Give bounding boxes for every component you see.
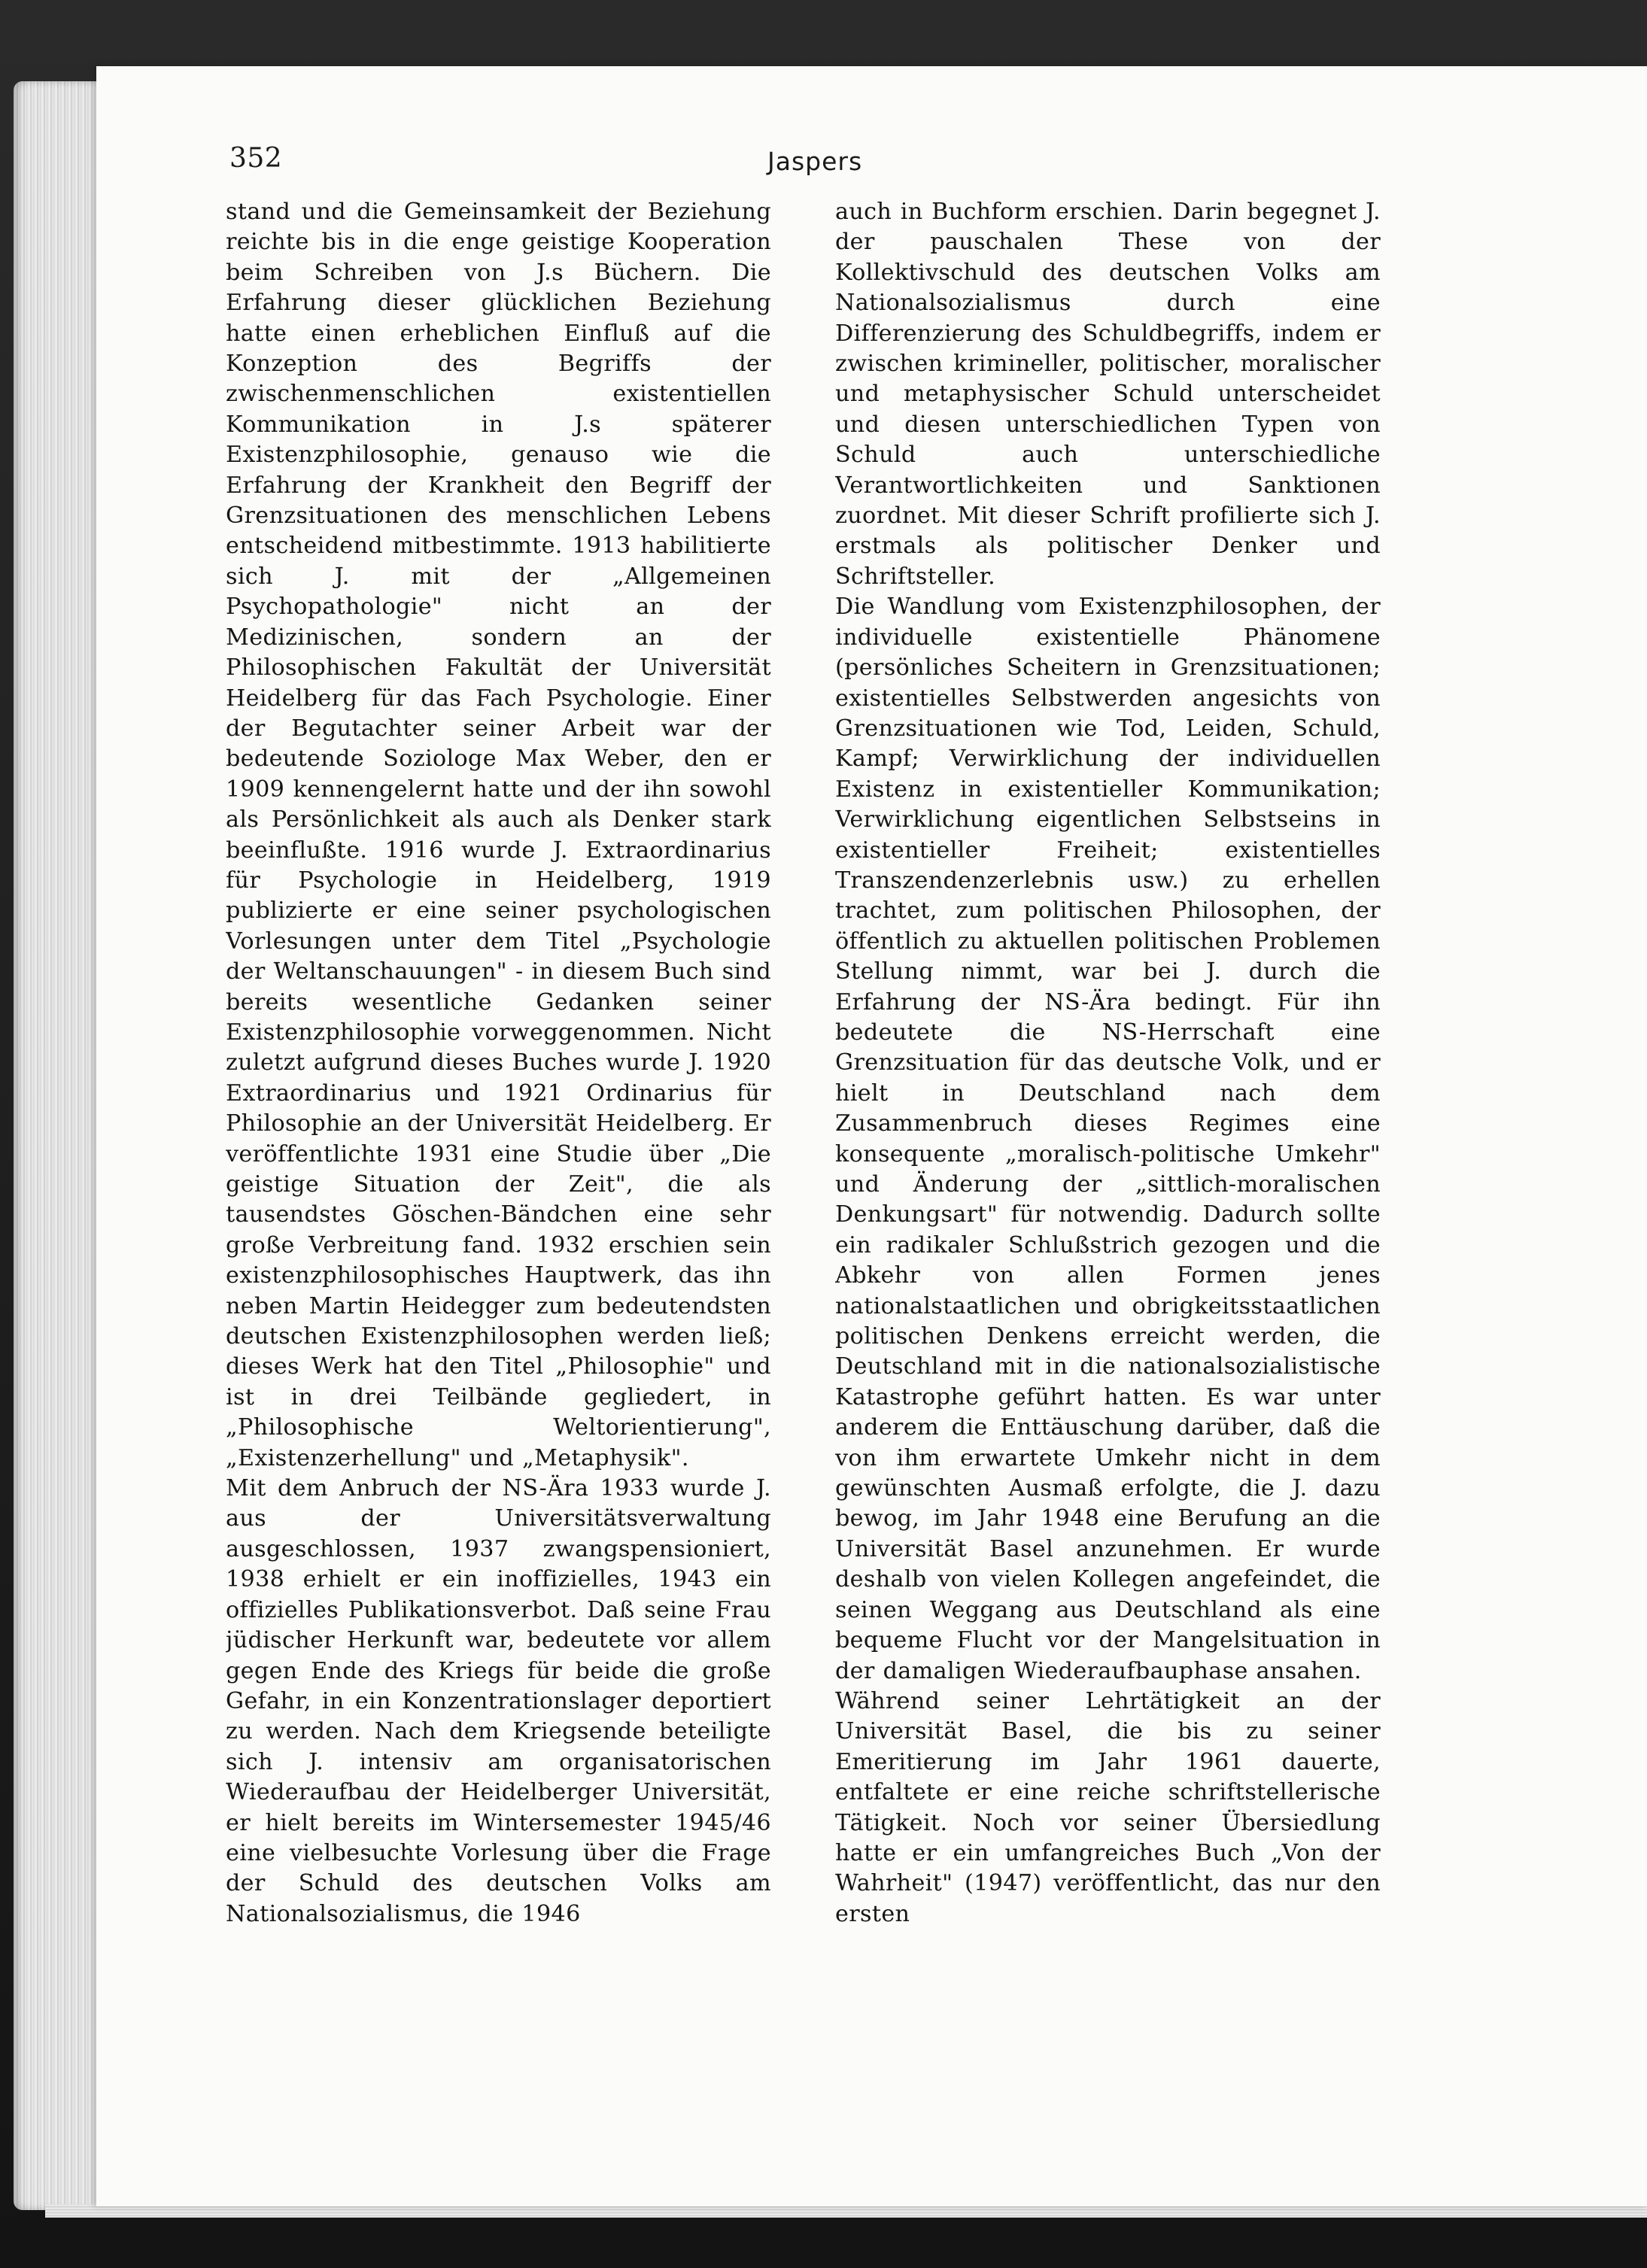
paragraph: auch in Buchform erschien. Darin begegnet J. der pauschalen These von der Kollektivschuld des deutschen Volks am Nationalsozialismus durch eine Differenzierung des Schuldbegriffs, indem er zwischen krimineller, politischer, moralischer und metaphysischer Schuld unterscheidet und diesen unterschiedlichen Typen von Schuld auch unterschiedliche Verantwortlichkeiten und Sanktionen zuordnet. Mit dieser Schrift profilierte sich J. erstmals als politischer Denker und Schriftsteller. <box>835 199 1381 590</box>
page-number: 352 <box>229 143 283 174</box>
running-title: Jaspers <box>767 147 863 176</box>
text-column-right <box>835 197 1381 2033</box>
book-page-edges <box>14 81 105 2210</box>
paragraph: Mit dem Anbruch der NS-Ära 1933 wurde J. aus der Universitätsverwaltung ausgeschlossen, 1937 zwangspensioniert, 1938 erhielt er ein inoffizielles, 1943 ein offizielles Publikationsverbot. Daß seine Frau jüdischer Herkunft war, bedeutete vor allem gegen Ende des Kriegs für beide die große Gefahr, in ein Konzentrationslager deportiert zu werden. Nach dem Kriegsende beteiligte sich J. intensiv am organisatorischen Wiederaufbau der Heidelberger Universität, er hielt bereits im Wintersemester 1945/46 eine vielbesuchte Vorlesung über die Frage der Schuld des deutschen Volks am Nationalsozialismus, die 1946 <box>226 1475 771 1927</box>
paragraph: Während seiner Lehrtätigkeit an der Universität Basel, die bis zu seiner Emeritierung im Jahr 1961 dauerte, entfaltete er eine reiche schriftstellerische Tätigkeit. Noch vor seiner Übersiedlung hatte er ein umfangreiches Buch „Von der Wahrheit" (1947) veröffentlicht, das nur den ersten <box>835 1687 1381 1927</box>
text-column-left <box>226 197 771 2033</box>
paragraph: stand und die Gemeinsamkeit der Beziehung reichte bis in die enge geistige Kooperation beim Schreiben von J.s Büchern. Die Erfahrung dieser glücklichen Beziehung hatte einen erheblichen Einfluß auf die Konzeption des Begriffs der zwischenmenschlichen existentiellen Kommunikation in J.s späterer Existenzphilosophie, genauso wie die Erfahrung der Krankheit den Begriff der Grenzsituationen des menschlichen Lebens entscheidend mitbestimmte. 1913 habilitierte sich J. mit der „Allgemeinen Psychopathologie" nicht an der Medizinischen, sondern an der Philosophischen Fakultät der Universität Heidelberg für das Fach Psychologie. Einer der Begutachter seiner Arbeit war der bedeutende Soziologe Max Weber, den er 1909 kennengelernt hatte und der ihn sowohl als Persönlichkeit als auch als Denker stark beeinflußte. 1916 wurde J. Extraordinarius für Psychologie in Heidelberg, 1919 publizierte er eine seiner psychologischen Vorlesungen unter dem Titel „Psychologie der Weltanschauungen" - in diesem Buch sind bereits wesentliche Gedanken seiner Existenzphilosophie vorweggenommen. Nicht zuletzt aufgrund dieses Buches wurde J. 1920 Extraordinarius und 1921 Ordinarius für Philosophie an der Universität Heidelberg. Er veröffentlichte 1931 eine Studie über „Die geistige Situation der Zeit", die als tausendstes Göschen-Bändchen eine sehr große Verbreitung fand. 1932 erschien sein existenzphilosophisches Hauptwerk, das ihn neben Martin Heidegger zum bedeutendsten deutschen Existenzphilosophen werden ließ; dieses Werk hat den Titel „Philosophie" und ist in drei Teilbände gegliedert, in „Philosophische Weltorientierung", „Existenzerhellung" und „Metaphysik". <box>226 199 771 1471</box>
paragraph: Die Wandlung vom Existenzphilosophen, der individuelle existentielle Phänomene (persönliches Scheitern in Grenzsituationen; existentielles Selbstwerden angesichts von Grenzsituationen wie Tod, Leiden, Schuld, Kampf; Verwirklichung der individuellen Existenz in existentieller Kommunikation; Verwirklichung eigentlichen Selbstseins in existentieller Freiheit; existentielles Transzendenzerlebnis usw.) zu erhellen trachtet, zum politischen Philosophen, der öffentlich zu aktuellen politischen Problemen Stellung nimmt, war bei J. durch die Erfahrung der NS-Ära bedingt. Für ihn bedeutete die NS-Herrschaft eine Grenzsituation für das deutsche Volk, und er hielt in Deutschland nach dem Zusammenbruch dieses Regimes eine konsequente „moralisch-politische Umkehr" und Änderung der „sittlich-moralischen Denkungsart" für notwendig. Dadurch sollte ein radikaler Schlußstrich gezogen und die Abkehr von allen Formen jenes nationalstaatlichen und obrigkeitsstaatlichen politischen Denkens erreicht werden, die Deutschland mit in die nationalsozialistische Katastrophe geführt hatten. Es war unter anderem die Enttäuschung darüber, daß die von ihm erwartete Umkehr nicht in dem gewünschten Ausmaß erfolgte, die J. dazu bewog, im Jahr 1948 eine Berufung an die Universität Basel anzunehmen. Er wurde deshalb von vielen Kollegen angefeindet, die seinen Weggang aus Deutschland als eine bequeme Flucht vor der Mangelsituation in der damaligen Wiederaufbauphase ansahen. <box>835 594 1381 1684</box>
